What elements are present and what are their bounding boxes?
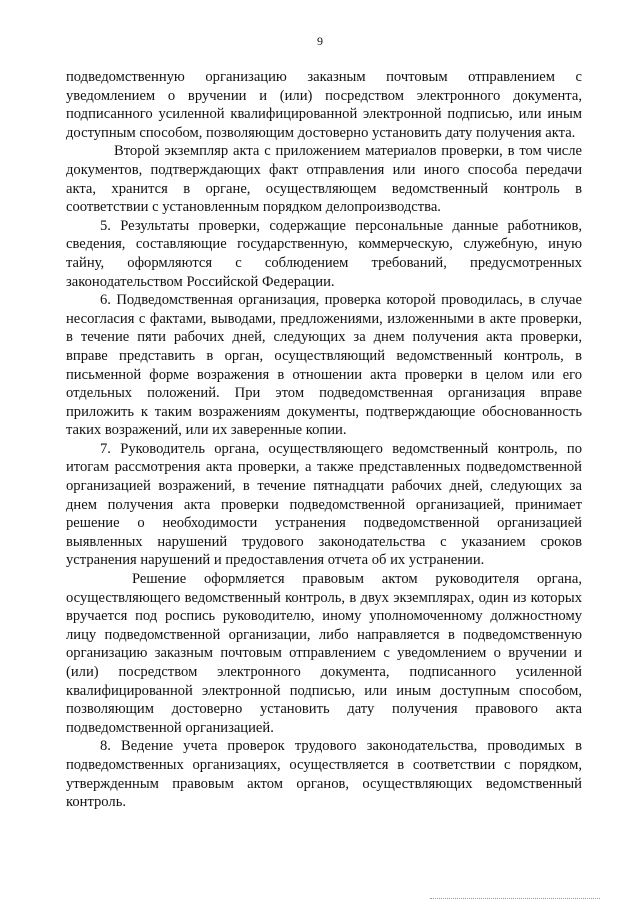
paragraph-act-delivery-continued: подведомственную организацию заказным почтовым отправлением с уведомлением о вручении и (или) посредством электронного документа, подписанного усиленной квалифицированной электронной подписью, или иным доступным способом, позволяющим достоверно установить дату получения акта.: [66, 69, 582, 141]
document-body: [66, 68, 582, 812]
footer-divider: [430, 898, 600, 899]
paragraph-second-copy: Второй экземпляр акта с приложением материалов проверки, в том числе документов, подтверждающих факт отправления или иного способа передачи акта, хранится в органе, осуществляющем ведомственный контроль в соответствии с установленным порядком делопроизводства.: [66, 143, 582, 216]
paragraph-item-5: 5. Результаты проверки, содержащие персональные данные работников, сведения, составляющие государственную, коммерческую, служебную, иную тайну, оформляются с соблюдением требований, предусмотренных законодательством Российской Федерации.: [66, 217, 582, 290]
paragraph-decision: Решение оформляется правовым актом руководителя органа, осуществляющего ведомственный контроль, в двух экземплярах, один из которых вручается под роспись руководителю, иному уполномоченному должностному лицу подведомственной организации, либо направляется в подведомственную организацию заказным почтовым отправлением с уведомлением о вручении и (или) посредством электронного документа, подписанного усиленной квалифицированной электронной подписью, или иным доступным способом, позволяющим достоверно установить дату получения правового акта подведомственной организацией.: [66, 571, 582, 736]
page-number: 9: [317, 34, 323, 48]
paragraph-item-7: 7. Руководитель органа, осуществляющего ведомственный контроль, по итогам рассмотрения акта проверки, а также представленных подведомственной организацией возражений, в течение пятнадцати рабочих дней, следующих за днем получения акта проверки подведомственной организацией, принимает решение о необходимости устранения подведомственной организацией выявленных нарушений трудового законодательства с указанием сроков устранения нарушений и предоставления отчета об их устранении.: [66, 440, 582, 569]
paragraph-item-8: 8. Ведение учета проверок трудового законодательства, проводимых в подведомственных организациях, осуществляется в соответствии с порядком, утвержденным правовым актом органов, осуществляющих ведомственный контроль.: [66, 738, 582, 811]
paragraph-item-6: 6. Подведомственная организация, проверка которой проводилась, в случае несогласия с фактами, выводами, предложениями, изложенными в акте проверки, в течение пяти рабочих дней, следующих за днем получения акта проверки, вправе представить в орган, осуществляющий ведомственный контроль, в письменной форме возражения в отношении акта проверки в целом или его отдельных положений. При этом подведомственная организация вправе приложить к таким возражениям документы, подтверждающие обоснованность таких возражений, или их заверенные копии.: [66, 292, 582, 439]
